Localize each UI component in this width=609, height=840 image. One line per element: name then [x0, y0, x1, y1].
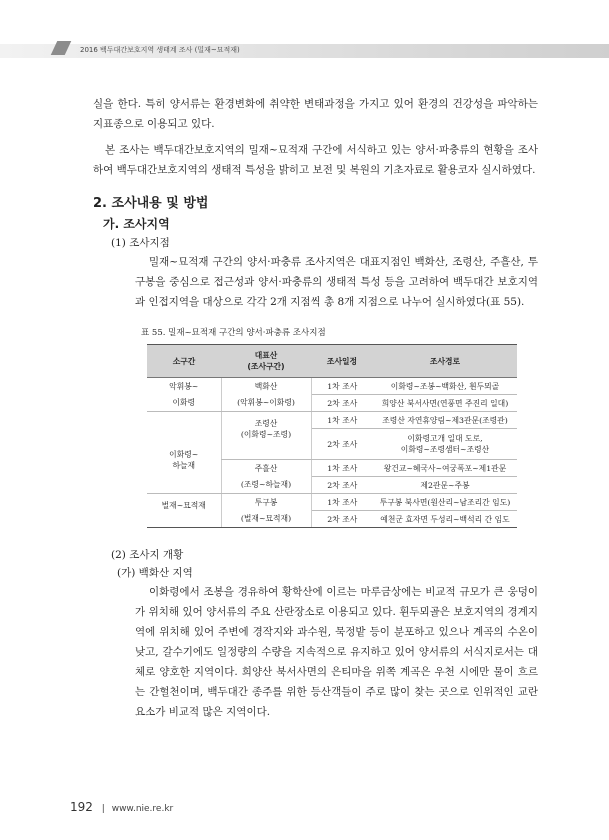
cell-route: 왕건교~혜국사~여궁폭포~제1관문	[373, 460, 517, 477]
survey-sites-table	[147, 344, 517, 528]
cell-mountain: 백화산	[221, 378, 311, 395]
cell-route-line1: 이화령고개 일대 도로,	[407, 434, 483, 443]
header-section: 소구간	[147, 345, 221, 378]
item-1-heading: (1) 조사지점	[111, 237, 170, 249]
cell-section: 악휘봉~	[169, 381, 199, 391]
cell-section: 이화령	[147, 395, 221, 412]
cell-section: 이화령~	[169, 449, 199, 459]
cell-mountain: 주흘산	[221, 460, 311, 477]
table-header-row	[147, 345, 517, 378]
cell-schedule: 1차 조사	[311, 494, 373, 511]
header-mountain-line2: (조사구간)	[247, 362, 285, 371]
cell-mountain: 투구봉	[221, 494, 311, 511]
cell-mountain: (이화령~조령)	[221, 429, 311, 460]
header-mountain-line1: 대표산	[254, 351, 278, 360]
cell-route: 투구봉 북사면(원산리~남조리간 임도)	[373, 494, 517, 511]
table-row	[147, 378, 517, 395]
cell-schedule: 1차 조사	[311, 460, 373, 477]
cell-mountain: (벌재~묘적재)	[221, 511, 311, 528]
paragraph-1: 실을 한다. 특히 양서류는 환경변화에 취약한 변태과정을 가지고 있어 환경의 건강성을 파악하는 지표종으로 이용되고 있다.	[93, 98, 538, 130]
cell-section	[147, 477, 221, 494]
header-mountain	[221, 345, 311, 378]
cell-route-line2: 이화령~조령샘터~조령산	[400, 445, 490, 454]
header-title: 2016 백두대간보호지역 생태계 조사 (밀재~묘적재)	[80, 46, 240, 54]
subsection-heading: 가. 조사지역	[103, 217, 170, 231]
footer-url: www.nie.re.kr	[111, 804, 174, 814]
item-2-heading: (2) 조사지 개황	[111, 549, 184, 561]
table-row	[147, 460, 517, 477]
page-number: 192	[70, 800, 93, 814]
table-row	[147, 494, 517, 511]
table-caption: 표 55. 밀재~묘적재 구간의 양서·파충류 조사지점	[141, 328, 326, 338]
cell-schedule: 2차 조사	[311, 511, 373, 528]
item-2a-heading: (가) 백화산 지역	[117, 567, 193, 579]
section-heading: 2. 조사내용 및 방법	[93, 196, 209, 211]
footer-divider: |	[101, 804, 105, 814]
cell-schedule: 1차 조사	[311, 412, 373, 429]
header-schedule: 조사일정	[311, 345, 373, 378]
page-footer	[70, 800, 173, 814]
running-header	[0, 44, 609, 60]
item-2a-body: 이화령에서 조봉을 경유하여 황학산에 이르는 마루금상에는 비교적 규모가 큰 웅덩이가 위치해 있어 양서류의 주요 산란장소로 이용되고 있다. 휜두뫼골은 보호지역의 경계지역에 위치해 있어 주변에 경작지와 과수원, 묵정밭 등이 분포하고 있으나 계곡의 수온이 낮고, 갈수기에도 일정량의 수량을 지속적으로 유지하고 있어 양서류의 서식지로서는 대체로 양호한 지역이다. 희양산 북서사면의 은티마을 위쪽 계곡은 우천 시에만 물이 흐르는 간헐천이며, 백두대간 종주를 위한 등산객들이 주로 많이 찾는 곳으로 인위적인 교란요소가 비교적 많은 지역이다.	[135, 586, 538, 718]
header-route: 조사경로	[373, 345, 517, 378]
cell-mountain: (악휘봉~이화령)	[221, 395, 311, 412]
cell-route: 제2관문~주봉	[373, 477, 517, 494]
table-row	[147, 395, 517, 412]
table-row	[147, 477, 517, 494]
cell-route: 예천군 효자면 두성리~백석리 간 임도	[373, 511, 517, 528]
table-row	[147, 429, 517, 460]
cell-section	[147, 412, 221, 429]
page-content	[93, 94, 538, 722]
item-1-body: 밀재~묘적재 구간의 양서·파충류 조사지역은 대표지점인 백화산, 조령산, 주흘산, 투구봉을 중심으로 접근성과 양서·파충류의 생태적 특성 등을 고려하여 백두대간 보호지역과 인접지역을 대상으로 각각 2개 지점씩 총 8개 지점으로 나누어 실시하였다(표 55).	[135, 256, 538, 308]
cell-section: 하늘재	[172, 460, 196, 470]
cell-schedule: 2차 조사	[311, 477, 373, 494]
cell-section: 벌재~묘적재	[161, 500, 206, 510]
paragraph-2: 본 조사는 백두대간보호지역의 밀재~묘적재 구간에 서식하고 있는 양서·파충류의 현황을 조사하여 백두대간보호지역의 생태적 특성을 밝히고 보전 및 복원의 기초자료로 활용코자 실시하였다.	[93, 144, 538, 176]
cell-schedule: 1차 조사	[311, 378, 373, 395]
cell-route: 이화령~조봉~백화산, 휜두뫼골	[373, 378, 517, 395]
cell-schedule: 2차 조사	[311, 429, 373, 460]
cell-route: 희양산 북서사면(연풍면 주진리 일대)	[373, 395, 517, 412]
cell-route: 조령산 자연휴양림~제3관문(조령관)	[373, 412, 517, 429]
cell-schedule: 2차 조사	[311, 395, 373, 412]
cell-mountain: (조령~하늘재)	[221, 477, 311, 494]
table-row	[147, 511, 517, 528]
cell-section	[147, 511, 221, 528]
cell-route	[373, 429, 517, 460]
table-row	[147, 412, 517, 429]
cell-mountain: 조령산	[221, 412, 311, 429]
